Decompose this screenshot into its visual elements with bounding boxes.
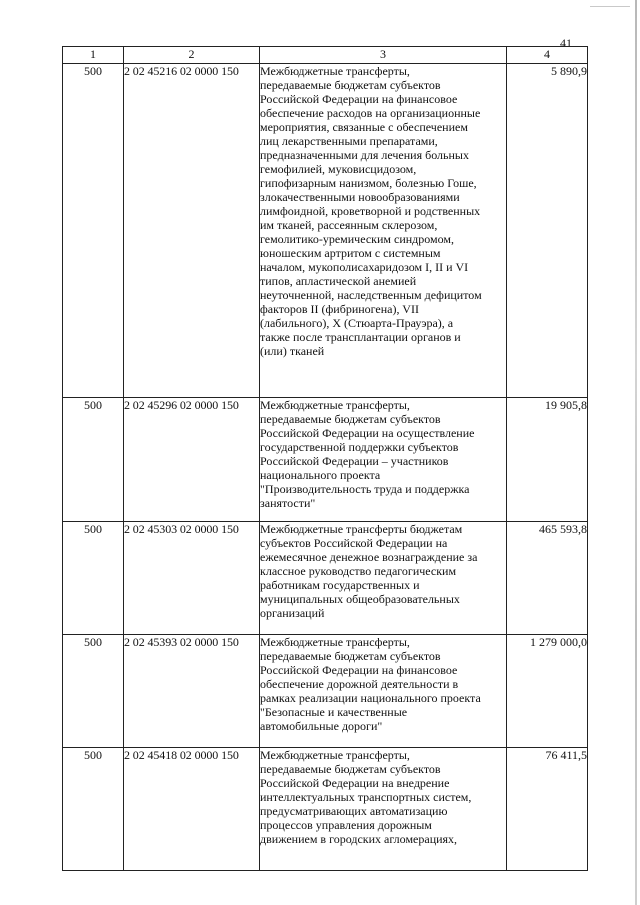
description-line: занятости" xyxy=(260,496,316,510)
description-line: Российской Федерации на осуществление xyxy=(260,426,475,440)
description-line: обеспечение дорожной деятельности в xyxy=(260,677,459,691)
description-line: Межбюджетные трансферты, xyxy=(260,748,410,762)
amount-cell: 465 593,8 xyxy=(507,522,588,635)
description-line: гемолитико-уремическим синдромом, xyxy=(260,232,454,246)
description-line: предназначенными для лечения больных xyxy=(260,148,469,162)
description-line: "Производительность труда и поддержка xyxy=(260,482,470,496)
column-header-1: 1 xyxy=(63,47,124,64)
section-code-cell: 500 xyxy=(63,398,124,522)
description-line: Межбюджетные трансферты, xyxy=(260,398,410,412)
table-row xyxy=(63,64,588,398)
table-row xyxy=(63,522,588,635)
description-line: государственной поддержки субъектов xyxy=(260,440,459,454)
description-line: классное руководство педагогическим xyxy=(260,564,457,578)
section-code-cell: 500 xyxy=(63,64,124,398)
description-line: передаваемые бюджетам субъектов xyxy=(260,78,441,92)
amount-cell: 76 411,5 xyxy=(507,748,588,871)
description-line: передаваемые бюджетам субъектов xyxy=(260,649,441,663)
description-line: Российской Федерации на финансовое xyxy=(260,92,458,106)
description-line: рамках реализации национального проекта xyxy=(260,691,481,705)
description-line: национального проекта xyxy=(260,468,381,482)
description-line: факторов II (фибриногена), VII xyxy=(260,302,419,316)
description-line: юношеским артритом с системным xyxy=(260,246,441,260)
budget-table xyxy=(62,46,588,871)
amount-cell: 19 905,8 xyxy=(507,398,588,522)
description-line: (лабильного), X (Стюарта-Прауэра), а xyxy=(260,316,454,330)
description-line: автомобильные дороги" xyxy=(260,719,383,733)
description-line: предусматривающих автоматизацию xyxy=(260,804,448,818)
table-row xyxy=(63,635,588,748)
description-line: Российской Федерации на финансовое xyxy=(260,663,458,677)
description-line: гипофизарным нанизмом, болезнью Гоше, xyxy=(260,176,477,190)
table-body xyxy=(63,64,588,871)
budget-code-cell: 2 02 45418 02 0000 150 xyxy=(124,748,260,871)
description-line: "Безопасные и качественные xyxy=(260,705,408,719)
description-line: лиц лекарственными препаратами, xyxy=(260,134,438,148)
scan-edge xyxy=(635,0,637,905)
description-line: организаций xyxy=(260,606,325,620)
description-line: началом, мукополисахаридозом I, II и VI xyxy=(260,260,469,274)
description-line: Российской Федерации на внедрение xyxy=(260,776,450,790)
description-line: Межбюджетные трансферты, xyxy=(260,635,410,649)
section-code-cell: 500 xyxy=(63,635,124,748)
description-line: также после трансплантации органов и xyxy=(260,330,461,344)
description-line: лимфоидной, кроветворной и родственных xyxy=(260,204,481,218)
description-line: злокачественными новообразованиями xyxy=(260,190,460,204)
description-line: передаваемые бюджетам субъектов xyxy=(260,412,441,426)
description-line: Межбюджетные трансферты бюджетам xyxy=(260,522,463,536)
section-code-cell: 500 xyxy=(63,522,124,635)
description-line: им тканей, рассеянным склерозом, xyxy=(260,218,438,232)
description-line: Российской Федерации – участников xyxy=(260,454,449,468)
description-line: обеспечение расходов на организационные xyxy=(260,106,481,120)
amount-cell: 1 279 000,0 xyxy=(507,635,588,748)
description-line: работникам государственных и xyxy=(260,578,420,592)
description-line: неуточненной, наследственным дефицитом xyxy=(260,288,482,302)
description-line: муниципальных общеобразовательных xyxy=(260,592,460,606)
description-cell xyxy=(260,748,507,871)
table-row xyxy=(63,398,588,522)
description-line: интеллектуальных транспортных систем, xyxy=(260,790,472,804)
description-cell xyxy=(260,635,507,748)
column-header-4: 4 xyxy=(507,47,588,64)
description-cell xyxy=(260,522,507,635)
description-line: типов, апластической анемией xyxy=(260,274,417,288)
description-line: субъектов Российской Федерации на xyxy=(260,536,448,550)
page-number: 41 xyxy=(560,36,572,50)
table-row xyxy=(63,748,588,871)
table-header-row xyxy=(63,47,588,64)
description-line: ежемесячное денежное вознаграждение за xyxy=(260,550,478,564)
description-line: (или) тканей xyxy=(260,344,325,358)
scan-mark xyxy=(590,6,630,7)
description-cell xyxy=(260,398,507,522)
column-header-3: 3 xyxy=(260,47,507,64)
column-header-2: 2 xyxy=(124,47,260,64)
description-line: процессов управления дорожным xyxy=(260,818,432,832)
budget-code-cell: 2 02 45216 02 0000 150 xyxy=(124,64,260,398)
description-line: Межбюджетные трансферты, xyxy=(260,64,410,78)
budget-code-cell: 2 02 45296 02 0000 150 xyxy=(124,398,260,522)
description-cell xyxy=(260,64,507,398)
amount-cell: 5 890,9 xyxy=(507,64,588,398)
budget-code-cell: 2 02 45393 02 0000 150 xyxy=(124,635,260,748)
budget-code-cell: 2 02 45303 02 0000 150 xyxy=(124,522,260,635)
description-line: передаваемые бюджетам субъектов xyxy=(260,762,441,776)
description-line: гемофилией, муковисцидозом, xyxy=(260,162,417,176)
description-line: мероприятия, связанные с обеспечением xyxy=(260,120,468,134)
description-line: движением в городских агломерациях, xyxy=(260,832,458,846)
section-code-cell: 500 xyxy=(63,748,124,871)
